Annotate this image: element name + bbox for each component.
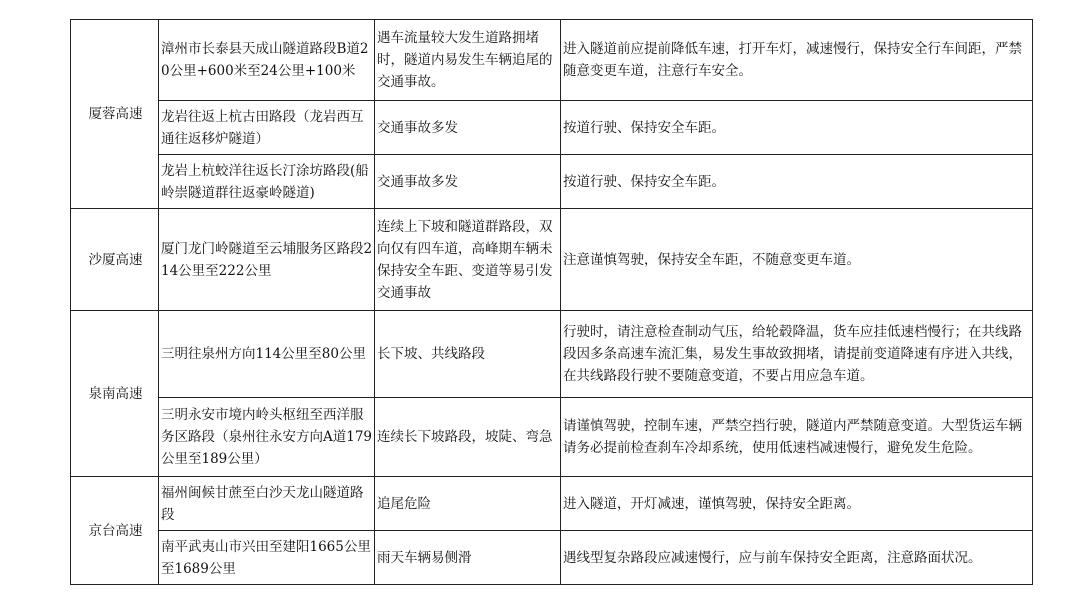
safety-advice: 进入隧道，开灯减速，谨慎驾驶，保持安全距离。 bbox=[563, 495, 860, 512]
highway-name-cell bbox=[71, 311, 159, 477]
advice-cell bbox=[561, 20, 1033, 101]
risk-cell bbox=[375, 155, 561, 209]
road-section: 龙岩上杭蛟洋往返长汀涂坊路段(船岭崇隧道群往返豪岭隧道) bbox=[161, 162, 369, 201]
highway-name-cell bbox=[71, 209, 159, 311]
section-cell bbox=[159, 20, 375, 101]
safety-advice: 按道行驶、保持安全车距。 bbox=[563, 119, 725, 136]
road-section: 南平武夷山市兴田至建阳1665公里至1689公里 bbox=[161, 538, 371, 577]
safety-advice: 请谨慎驾驶，控制车速，严禁空挡行驶，隧道内严禁随意变道。大型货运车辆请务必提前检查刹车冷却系统，使用低速档减速慢行，避免发生危险。 bbox=[563, 418, 1022, 456]
risk-description: 雨天车辆易侧滑 bbox=[377, 549, 472, 566]
section-cell bbox=[159, 531, 375, 585]
section-cell bbox=[159, 101, 375, 155]
section-cell bbox=[159, 209, 375, 311]
highway-name: 沙厦高速 bbox=[88, 251, 143, 268]
risk-description: 遇车流量较大发生道路拥堵时，隧道内易发生车辆追尾的交通事故。 bbox=[377, 30, 553, 90]
safety-advice: 注意谨慎驾驶，保持安全车距，不随意变更车道。 bbox=[563, 251, 860, 268]
risk-cell bbox=[375, 398, 561, 477]
section-cell bbox=[159, 398, 375, 477]
risk-cell bbox=[375, 311, 561, 398]
risk-description: 追尾危险 bbox=[377, 495, 431, 512]
highway-name-cell bbox=[71, 477, 159, 585]
road-section: 福州闽候甘蔗至白沙天龙山隧道路段 bbox=[161, 484, 364, 523]
advice-cell bbox=[561, 531, 1033, 585]
safety-advice: 遇线型复杂路段应减速慢行，应与前车保持安全距离，注意路面状况。 bbox=[563, 549, 982, 566]
road-section: 漳州市长泰县天成山隧道路段B道20公里+600米至24公里+100米 bbox=[161, 41, 369, 79]
safety-advice: 行驶时，请注意检查制动气压，给轮毂降温，货车应挂低速档慢行；在共线路段因多条高速车流汇集，易发生事故致拥堵，请提前变道降速有序进入共线，在共线路段行驶不要随意变道，不要占用应急车道。 bbox=[563, 324, 1022, 384]
safety-advice: 进入隧道前应提前降低车速，打开车灯，减速慢行，保持安全行车间距，严禁随意变更车道，注意行车安全。 bbox=[563, 41, 1022, 79]
section-cell bbox=[159, 477, 375, 531]
table-row bbox=[71, 531, 1033, 585]
risk-description: 长下坡、共线路段 bbox=[377, 346, 485, 362]
risk-description: 连续长下坡路段，坡陡、弯急 bbox=[377, 429, 553, 445]
table-row bbox=[71, 477, 1033, 531]
risk-description: 交通事故多发 bbox=[377, 173, 458, 190]
highway-name: 京台高速 bbox=[88, 522, 143, 539]
safety-advice: 按道行驶、保持安全车距。 bbox=[563, 173, 725, 190]
road-section: 三明永安市境内岭头枢纽至西洋服务区路段（泉州往永安方向A道179公里至189公里） bbox=[161, 407, 373, 467]
advice-cell bbox=[561, 398, 1033, 477]
section-cell bbox=[159, 311, 375, 398]
advice-cell bbox=[561, 311, 1033, 398]
road-section: 龙岩往返上杭古田路段（龙岩西互通往返移炉隧道） bbox=[161, 108, 364, 147]
risk-cell bbox=[375, 531, 561, 585]
risk-description: 连续上下坡和隧道群路段，双向仅有四车道，高峰期车辆未保持安全车距、变道等易引发交通事故 bbox=[377, 218, 553, 301]
section-cell bbox=[159, 155, 375, 209]
highway-name: 泉南高速 bbox=[88, 385, 143, 402]
table-row bbox=[71, 155, 1033, 209]
highway-name: 厦蓉高速 bbox=[88, 106, 143, 122]
advice-cell bbox=[561, 209, 1033, 311]
advice-cell bbox=[561, 155, 1033, 209]
table-row bbox=[71, 398, 1033, 477]
risk-cell bbox=[375, 101, 561, 155]
advice-cell bbox=[561, 101, 1033, 155]
risk-cell bbox=[375, 209, 561, 311]
highway-name-cell bbox=[71, 20, 159, 209]
table-row bbox=[71, 20, 1033, 101]
risk-cell bbox=[375, 20, 561, 101]
road-section: 厦门龙门岭隧道至云埔服务区路段214公里至222公里 bbox=[161, 240, 373, 279]
advice-cell bbox=[561, 477, 1033, 531]
road-safety-table bbox=[70, 19, 1033, 585]
table-row bbox=[71, 311, 1033, 398]
risk-description: 交通事故多发 bbox=[377, 119, 458, 136]
risk-cell bbox=[375, 477, 561, 531]
table-row bbox=[71, 209, 1033, 311]
table-row bbox=[71, 101, 1033, 155]
road-section: 三明往泉州方向114公里至80公里 bbox=[161, 346, 366, 362]
